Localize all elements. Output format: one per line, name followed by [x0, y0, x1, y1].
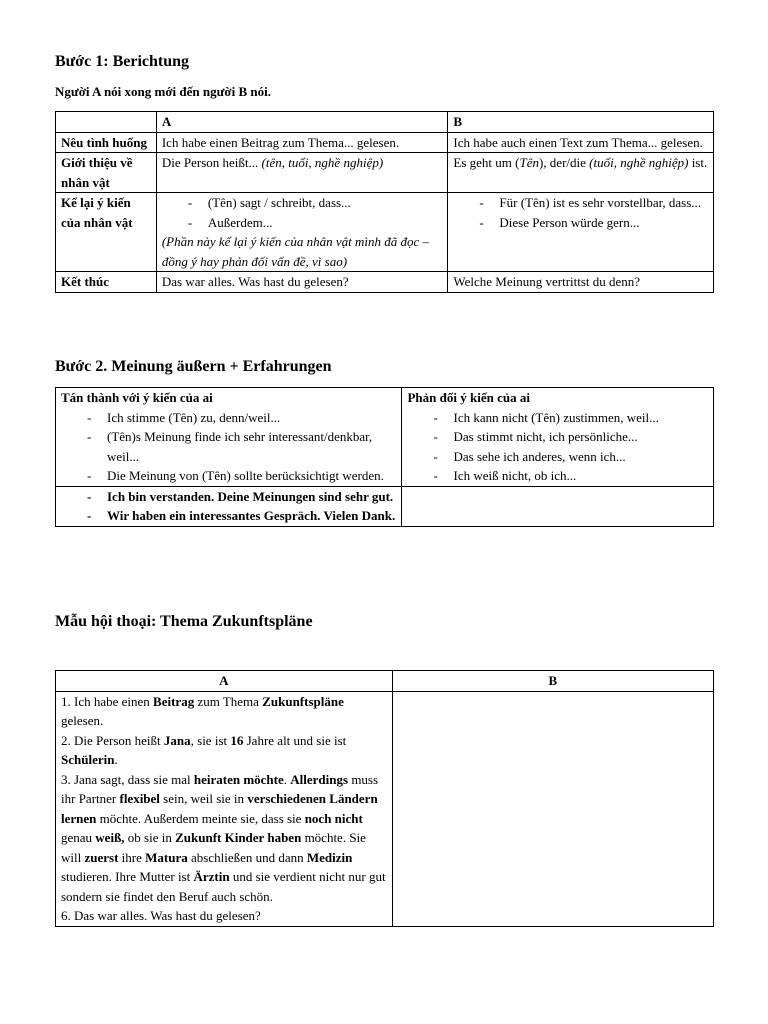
table-header-a: A [56, 671, 393, 692]
cell-b [448, 153, 714, 193]
dialogue-text: gelesen. [61, 713, 104, 728]
cell-a [156, 153, 448, 193]
dialogue-text: , sie ist [190, 732, 231, 748]
table-row [56, 486, 714, 526]
dialogue-text: ihre [118, 849, 146, 865]
dialogue-text: 1. Ich habe einen [61, 693, 154, 709]
sample-table [55, 670, 714, 927]
dialogue-keyword: noch nicht [304, 810, 363, 826]
dialogue-keyword: Zukunft Kinder haben [175, 830, 302, 845]
table-row [56, 132, 714, 153]
dialogue-text: möchte. Außerdem meinte sie, dass sie [96, 810, 305, 826]
cell-b: Welche Meinung vertrittst du denn? [448, 272, 714, 293]
dash-list [61, 408, 396, 486]
dialogue-text: 2. Die Person heißt [61, 732, 164, 748]
table-row [56, 691, 714, 926]
list-item: - Wir haben ein interessantes Gespräch. Vielen Dank. [61, 506, 396, 526]
dash-list [407, 408, 708, 486]
dialogue-text: abschließen und dann [187, 849, 307, 865]
list-item: - Ich weiß nicht, ob ich... [407, 466, 708, 486]
dialogue-text: . [283, 771, 291, 787]
dialogue-text: sein, weil sie in [159, 791, 248, 806]
list-item: - Außerdem... [162, 213, 443, 233]
dialogue-text: und sie verdient nicht nur gut sondern sie findet den Beruf auch schön. [61, 869, 386, 904]
cell-text: Die Person heißt... [161, 155, 259, 170]
step2-title: Bước 2. Meinung äußern + Erfahrungen [55, 358, 332, 375]
row-label: Kể lại ý kiến của nhân vật [56, 193, 157, 272]
table-header-row [56, 671, 714, 692]
table-row [56, 193, 714, 272]
sample-dialogue-cell [56, 691, 393, 926]
dash-list [61, 487, 396, 526]
cell-a: Das war alles. Was hast du gelesen? [156, 272, 448, 293]
dialogue-text: . [114, 752, 118, 767]
list-item: - (Tên) sagt / schreibt, dass... [162, 193, 443, 213]
dialogue-text: zum Thema [194, 693, 263, 709]
cell-text: ), der/die [538, 155, 590, 170]
dialogue-keyword: Jana [163, 732, 191, 748]
table-header-row [56, 112, 714, 133]
dialogue-text: 6. Das war alles. Was hast du gelesen? [61, 908, 261, 923]
table-row [56, 388, 714, 487]
dialogue-text: 3. Jana sagt, dass sie mal [61, 771, 194, 787]
cell-b [448, 193, 714, 272]
cell-name: Tên [519, 155, 539, 170]
agree-header: Tán thành với ý kiến của ai [61, 390, 213, 405]
closing-cell [56, 486, 402, 526]
cell-a [156, 193, 448, 272]
cell-note: (Phần này kể lại ý kiến của nhân vật mình đã đọc – đồng ý hay phản đối vấn đề, vì sao) [161, 234, 429, 269]
dialogue-keyword: Allerdings [290, 771, 349, 787]
dialogue-keyword: zuerst [84, 849, 119, 865]
dialogue-keyword: weiß, [95, 830, 125, 845]
dialogue-keyword: heiraten möchte [193, 771, 284, 787]
list-item: - Diese Person würde gern... [453, 213, 708, 233]
empty-cell [392, 691, 713, 926]
agree-cell [56, 388, 402, 487]
disagree-cell [402, 388, 714, 487]
list-item: - Das stimmt nicht, ich persönliche... [407, 427, 708, 447]
step2-table [55, 387, 714, 527]
disagree-header: Phản đối ý kiến của ai [407, 390, 530, 405]
dialogue-line [61, 770, 387, 907]
table-header-b: B [448, 112, 714, 133]
list-item: - Das sehe ich anderes, wenn ich... [407, 447, 708, 467]
table-header-empty [56, 112, 157, 133]
table-header-a: A [156, 112, 448, 133]
step1-table [55, 111, 714, 293]
list-item: - Ich kann nicht (Tên) zustimmen, weil... [407, 408, 708, 428]
list-item: - Ich stimme (Tên) zu, denn/weil... [61, 408, 396, 428]
dialogue-text: muss ihr Partner [61, 771, 379, 806]
cell-text: ist. [688, 155, 708, 170]
cell-text: Es geht um ( [453, 155, 520, 170]
dialogue-keyword: 16 [230, 732, 244, 748]
dialogue-keyword: Ärztin [193, 869, 230, 884]
dash-list [162, 193, 443, 232]
step1-subtitle: Người A nói xong mới đến người B nói. [55, 84, 271, 99]
dialogue-keyword: Medizin [306, 849, 353, 865]
table-header-b: B [392, 671, 713, 692]
dialogue-keyword: Schülerin [61, 752, 115, 767]
dialogue-line [61, 906, 387, 926]
dialogue-line [61, 731, 387, 770]
dialogue-keyword: Matura [145, 849, 188, 865]
dialogue-text: genau [61, 830, 96, 845]
dialogue-text: Jahre alt und sie ist [243, 732, 347, 748]
dialogue-keyword: flexibel [119, 791, 160, 806]
cell-note: (tên, tuổi, nghề nghiệp) [261, 155, 384, 170]
dash-list [453, 193, 708, 232]
table-row [56, 153, 714, 193]
dialogue-line [61, 692, 387, 731]
cell-a: Ich habe einen Beitrag zum Thema... gelesen. [156, 132, 448, 153]
dialogue-text: ob sie in [124, 830, 176, 845]
row-label: Kết thúc [56, 272, 157, 293]
row-label: Nêu tình huống [56, 132, 157, 153]
row-label: Giới thiệu về nhân vật [56, 153, 157, 193]
list-item: - (Tên)s Meinung finde ich sehr interessant/denkbar, weil... [61, 427, 396, 466]
cell-note: (tuổi, nghề nghiệp) [589, 155, 689, 170]
table-row [56, 272, 714, 293]
dialogue-keyword: verschiedenen Ländern lernen [61, 791, 378, 826]
list-item: - Ich bin verstanden. Deine Meinungen sind sehr gut. [61, 487, 396, 507]
dialogue-keyword: Zukunftspläne [262, 693, 344, 709]
empty-cell [402, 486, 714, 526]
list-item: - Für (Tên) ist es sehr vorstellbar, dass... [453, 193, 708, 213]
dialogue-text: möchte. Sie will [61, 830, 366, 865]
dialogue-text: studieren. Ihre Mutter ist [61, 869, 194, 884]
list-item: - Die Meinung von (Tên) sollte berücksichtigt werden. [61, 466, 396, 486]
dialogue-keyword: Beitrag [153, 693, 195, 709]
sample-title: Mẫu hội thoại: Thema Zukunftspläne [55, 613, 313, 630]
cell-b: Ich habe auch einen Text zum Thema... gelesen. [448, 132, 714, 153]
step1-title: Bước 1: Berichtung [55, 53, 190, 70]
